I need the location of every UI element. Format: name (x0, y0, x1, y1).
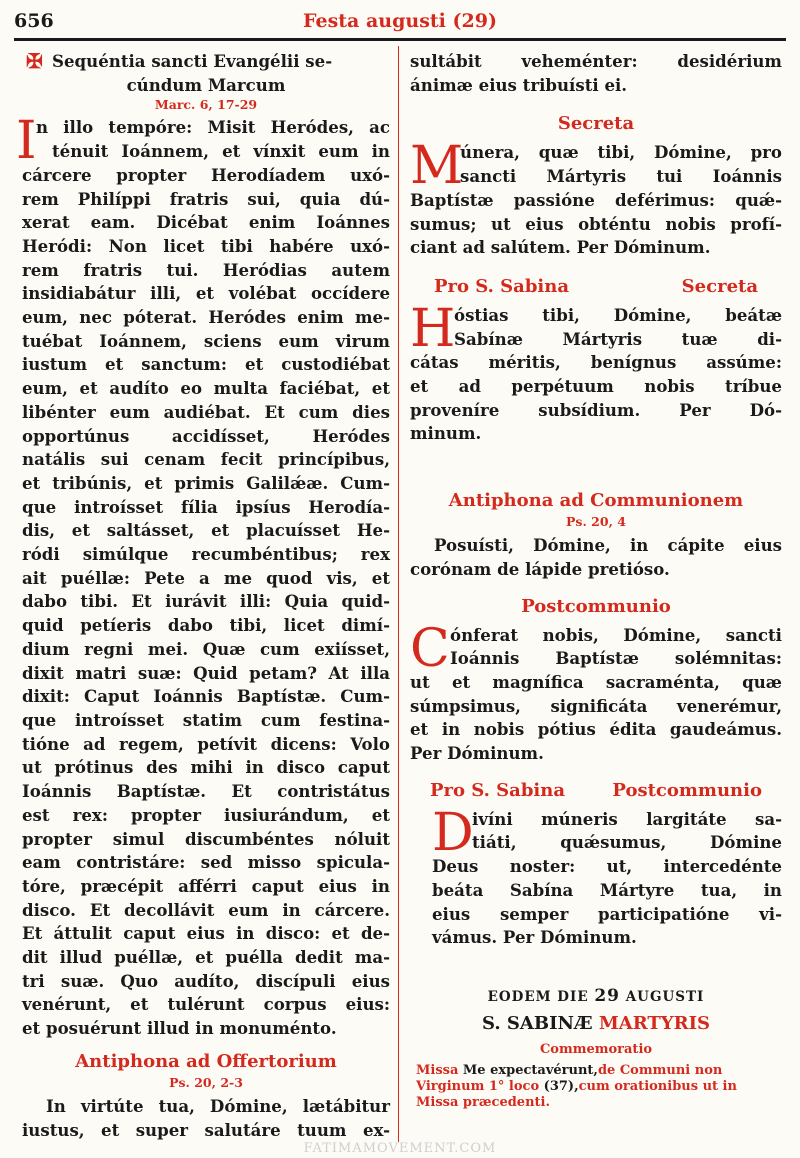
gospel-line: ut prótinus des mihi in disco caput (22, 757, 390, 778)
postcommunio-label: Postcommunio (612, 779, 762, 801)
gospel-reference: Marc. 6, 17-29 (154, 97, 258, 113)
left-column (16, 49, 390, 1158)
offertory-heading: Antiphona ad Offertorium (75, 1050, 337, 1072)
divini-line: beáta Sabína Mártyre tua, in (432, 879, 782, 900)
divini-line: tiáti, quǽsumus, Dómine (472, 832, 782, 853)
gospel-line: dabo tibi. Et iurávit illi: Quia quid- (22, 591, 390, 612)
gospel-line: et posuérunt illud in monuménto. (22, 1018, 337, 1039)
secreta-line: ciant ad salútem. Per Dóminum. (410, 237, 711, 258)
secreta-heading: Secreta (557, 113, 635, 135)
page-title: Festa augusti (29) (303, 10, 497, 32)
page-header (14, 10, 786, 36)
gospel-line: Heródi: Non licet tibi habére uxó- (22, 235, 390, 256)
right-column (410, 50, 782, 1158)
offertory-reference: Ps. 20, 2-3 (169, 1074, 243, 1090)
secreta-text (410, 136, 782, 260)
hostias-line: et ad perpétuum nobis tríbue (410, 376, 782, 397)
conferat-line: ónferat nobis, Dómine, sancti (450, 624, 782, 645)
hostias-line: proveníre subsídium. Per Dó- (410, 399, 782, 420)
header-rule (14, 38, 786, 41)
divini-line: vámus. Per Dóminum. (432, 927, 637, 948)
gospel-line: n illo tempóre: Misit Heródes, ac (36, 117, 390, 138)
missa-line-2: Virginum 1° loco (37),cum orationibus ut in (416, 1078, 737, 1094)
drop-cap-c: C (410, 618, 450, 679)
gospel-line: dixit matri suæ: Quid petam? At illa (22, 662, 390, 683)
conferat-line: Per Dóminum. (410, 743, 544, 764)
gospel-line: et tribúnis, et primis Galilǽæ. Cum- (22, 472, 390, 493)
page-number: 656 (14, 10, 54, 32)
secreta-line: únera, quæ tibi, Dómine, pro (460, 142, 782, 163)
gospel-line: tióne ad regem, petívit dicens: Volo (22, 733, 390, 754)
saint-title: S. SABINÆ MARTYRIS (482, 1012, 710, 1034)
missa-rubric (410, 1063, 782, 1111)
gospel-line: Et áttulit caput eius in disco: et de- (22, 923, 390, 944)
gospel-line: ait puéllæ: Pete a me quod vis, et (22, 567, 390, 588)
drop-cap-d: D (432, 802, 474, 863)
conferat-text (410, 618, 782, 766)
gospel-line: dit illud puéllæ, et puélla dedit ma- (22, 947, 390, 968)
gospel-line: que introísset statim cum festina- (22, 709, 390, 730)
gospel-line: que introísset fília ipsíus Herodía- (22, 496, 390, 517)
divini-text (410, 802, 782, 950)
secreta-line: Baptístæ passióne deférimus: quǽ- (410, 189, 782, 210)
gospel-line: dium regni mei. Quæ cum exiísset, (22, 638, 390, 659)
gospel-line: venérunt, et tulérunt corpus eius: (22, 994, 390, 1015)
missa-line-1: Missa Me expectavérunt,de Communi non (416, 1062, 723, 1078)
hostias-line: minum. (410, 423, 482, 444)
pro-sabina-label: Pro S. Sabina (434, 275, 570, 297)
commemoratio-label: Commemoratio (539, 1041, 653, 1057)
offertory-line: iustus, et super salutáre tuum ex- (22, 1119, 390, 1140)
conferat-line: et in nobis pótius édita gaudeámus. (410, 719, 782, 740)
gospel-line: cárcere propter Herodíadem uxó- (22, 164, 390, 185)
gospel-line: disco. Et decollávit eum in cárcere. (22, 899, 390, 920)
drop-cap-m: M (410, 136, 464, 197)
drop-cap-h: H (410, 298, 456, 359)
gospel-line: eum, et audíto eo multa faciébat, et (22, 378, 390, 399)
eodem-die-line: EODEM DIE 29 AUGUSTI (487, 985, 705, 1006)
gospel-line: ródi simúlque recumbéntibus; rex (22, 544, 390, 565)
gospel-line: xerat eam. Dicébat enim Ioánnes (22, 212, 390, 233)
gospel-line: tri suæ. Quo audíto, discípuli eius (22, 970, 390, 991)
secreta-line: sumus; ut eius obténtu nobis profí- (410, 213, 782, 234)
watermark: FATIMAMOVEMENT.COM (303, 1141, 497, 1156)
gospel-line: est rex: propter iusiurándum, et (22, 804, 390, 825)
gospel-text (16, 111, 390, 1040)
offertory-text (22, 1095, 390, 1142)
hostias-text (410, 298, 782, 446)
gospel-title-line-1: ✠ Sequéntia sancti Evangélii se- (26, 49, 333, 73)
gospel-line: tuébat Ioánnem, sciens eum virum (22, 330, 390, 351)
communion-reference: Ps. 20, 4 (566, 514, 626, 530)
gospel-line: natális sui cenam fecit princípibus, (22, 449, 390, 470)
communion-line: Posuísti, Dómine, in cápite eius (434, 535, 782, 556)
conferat-line: súmpsimus, significáta venerémur, (410, 695, 782, 716)
gospel-line: opportúnus accidísset, Heródes (22, 425, 390, 446)
gospel-line: dis, et saltásset, et placuísset He- (22, 520, 390, 541)
conferat-line: Ioánnis Baptístæ solémnitas: (450, 648, 782, 669)
gospel-line: ténuit Ioánnem, et vínxit eum in (52, 141, 390, 162)
gospel-line: quid petíeris dabo tibi, licet dimí- (22, 615, 390, 636)
gospel-line: propter simul discumbéntes nóluit (22, 828, 390, 849)
gospel-line: Ioánnis Baptístæ. Et contristátus (22, 781, 390, 802)
hostias-line: cátas méritis, benígnus assúme: (410, 352, 782, 373)
gospel-line: tóre, præcépit afférri caput eius in (22, 875, 390, 896)
secreta-line: sancti Mártyris tui Ioánnis (460, 166, 782, 187)
postcommunio-heading: Postcommunio (521, 595, 671, 617)
hostias-line: óstias tibi, Dómine, beátæ (454, 304, 782, 325)
gospel-line: libénter eum audiébat. Et cum dies (22, 401, 390, 422)
gospel-lines (22, 116, 390, 1040)
gospel-line: rem fratris tui. Heródias autem (22, 259, 390, 280)
communion-heading: Antiphona ad Communionem (448, 490, 744, 512)
offertory-cont-line: sultábit veheménter: desidérium (410, 51, 782, 71)
pro-sabina-label: Pro S. Sabina (430, 779, 566, 801)
offertory-line: In virtúte tua, Dómine, lætábitur (46, 1095, 390, 1116)
drop-cap-i: I (16, 111, 37, 172)
gospel-line: rem Philíppi fratris sui, quia dú- (22, 188, 390, 209)
conferat-line: ut et magnífica sacraménta, quæ (410, 671, 782, 692)
secreta-label: Secreta (681, 275, 758, 297)
gospel-title-line-2: cúndum Marcum (126, 74, 286, 95)
pro-sabina-postcommunio-heading (410, 778, 782, 804)
column-divider (398, 46, 399, 1142)
divini-line: eius semper participatióne vi- (432, 903, 782, 924)
missa-line-3: Missa præcedenti. (416, 1094, 550, 1110)
gospel-line: iustum et sanctum: et custodiébat (22, 354, 390, 375)
divini-line: ivíni múneris largitáte sa- (472, 808, 782, 829)
divini-line: Deus noster: ut, intercedénte (432, 856, 782, 877)
communion-text (410, 534, 782, 581)
gospel-line: eam contristáre: sed misso spicula- (22, 852, 390, 873)
gospel-line: insidiabátur illi, et volébat occídere (22, 283, 390, 304)
communion-line: corónam de lápide pretióso. (410, 558, 670, 579)
offertory-continuation (410, 50, 782, 97)
pro-sabina-secreta-heading (410, 274, 782, 300)
gospel-line: eum, nec póterat. Heródes enim me- (22, 307, 390, 328)
gospel-title (22, 50, 390, 97)
cross-icon: ✠ (26, 49, 43, 73)
gospel-line: dixit: Caput Ioánnis Baptístæ. Cum- (22, 686, 390, 707)
offertory-cont-line: ánimæ eius tribuísti ei. (410, 74, 628, 95)
hostias-line: Sabínæ Mártyris tuæ di- (454, 328, 782, 349)
